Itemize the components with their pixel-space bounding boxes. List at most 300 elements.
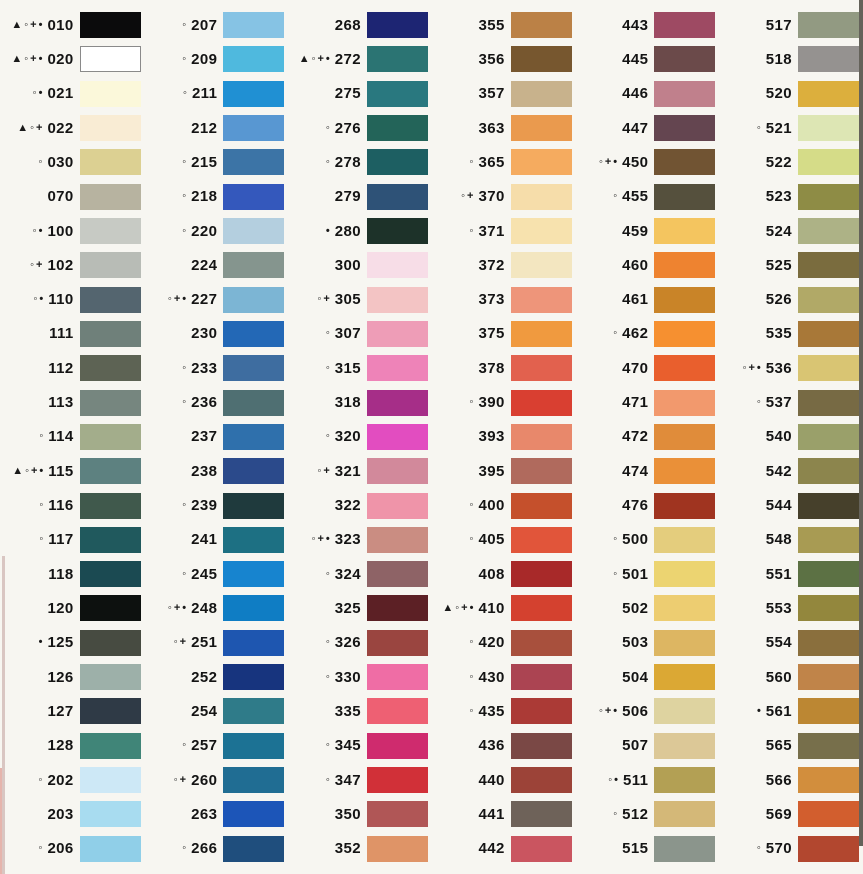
color-code: 525 [765,256,793,274]
usage-symbols: ◦ [756,396,763,409]
color-swatch [80,664,141,690]
color-swatch [367,527,428,553]
color-row [287,591,431,625]
color-swatch [654,390,715,416]
color-code: 535 [765,325,793,343]
color-code: 459 [622,222,649,240]
usage-symbols: ◦ [182,155,189,168]
color-swatch [654,561,715,587]
color-row [431,180,575,214]
color-code: 230 [191,325,218,343]
color-swatch [511,733,572,759]
color-code: 400 [478,497,505,515]
color-code: 500 [622,531,649,549]
color-code: 476 [622,497,649,515]
color-code: 322 [334,497,362,515]
color-row [144,488,288,522]
color-code: 237 [191,428,218,446]
color-swatch [80,836,141,862]
color-swatch [511,115,572,141]
color-swatch [798,424,859,450]
color-code: 355 [478,16,505,34]
color-code: 212 [191,119,218,137]
color-swatch [511,630,572,656]
color-code: 408 [478,565,505,583]
color-swatch [511,424,572,450]
color-swatch [654,355,715,381]
color-swatch [798,355,859,381]
color-swatch [654,527,715,553]
color-swatch [223,561,284,587]
color-code: 561 [765,702,793,720]
color-row [144,385,288,419]
color-code: 569 [765,805,793,823]
color-row [575,180,719,214]
usage-symbols: ◦ [39,533,46,546]
color-swatch [654,424,715,450]
color-swatch [798,733,859,759]
color-code: 307 [334,325,362,343]
color-swatch [223,184,284,210]
color-code: 470 [622,359,649,377]
color-code: 323 [334,531,362,549]
color-code: 435 [478,702,505,720]
color-code: 540 [765,428,793,446]
color-swatch [654,218,715,244]
color-row [575,145,719,179]
color-code: 517 [765,16,793,34]
color-row [575,729,719,763]
color-swatch [367,595,428,621]
color-code: 445 [622,50,649,68]
color-row [0,832,144,866]
usage-symbols: ◦+• [598,704,620,717]
color-row [287,283,431,317]
color-swatch [511,218,572,244]
color-code: 218 [191,188,218,206]
color-swatch [367,46,428,72]
color-swatch [80,733,141,759]
color-row [0,248,144,282]
color-row [718,77,862,111]
color-swatch [367,493,428,519]
color-swatch [80,767,141,793]
color-code: 116 [48,497,74,515]
chart-column-2 [144,8,288,866]
color-code: 357 [478,85,505,103]
color-row [287,145,431,179]
color-code: 501 [622,565,649,583]
color-swatch [654,81,715,107]
color-code: 420 [478,634,505,652]
color-code: 536 [765,359,793,377]
color-row [431,591,575,625]
color-code: 113 [48,394,74,412]
color-swatch [798,287,859,313]
color-row [287,180,431,214]
color-row [0,797,144,831]
color-row [718,454,862,488]
color-row [0,591,144,625]
usage-symbols: ◦ [613,533,620,546]
usage-symbols: ◦• [32,87,45,100]
usage-symbols: ◦ [469,670,476,683]
color-row [718,591,862,625]
color-swatch [654,321,715,347]
color-code: 263 [191,805,218,823]
color-swatch [511,149,572,175]
color-row [0,8,144,42]
page-edge-artifact-left-pink [0,768,2,874]
color-swatch [80,698,141,724]
color-code: 114 [48,428,74,446]
color-row [0,626,144,660]
color-row [144,832,288,866]
color-swatch [511,81,572,107]
usage-symbols: ◦• [608,773,620,786]
color-swatch [223,390,284,416]
color-row [718,694,862,728]
color-swatch [367,149,428,175]
color-swatch [798,698,859,724]
color-row [431,111,575,145]
usage-symbols: ◦ [325,121,332,134]
usage-symbols: ▲◦+• [11,52,45,65]
color-code: 566 [765,771,793,789]
color-code: 518 [765,50,793,68]
color-swatch [798,767,859,793]
color-swatch [80,493,141,519]
color-row [0,283,144,317]
color-row [431,626,575,660]
color-code: 436 [478,737,505,755]
color-row [575,77,719,111]
color-code: 315 [334,359,362,377]
color-code: 440 [478,771,505,789]
color-row [287,111,431,145]
color-row [287,488,431,522]
color-swatch [367,12,428,38]
color-code: 375 [478,325,505,343]
color-code: 275 [334,85,362,103]
color-code: 254 [191,702,218,720]
color-code: 125 [47,634,74,652]
color-swatch [654,767,715,793]
color-swatch [511,46,572,72]
color-row [431,42,575,76]
color-swatch [80,287,141,313]
color-row [287,317,431,351]
color-code: 321 [334,462,362,480]
usage-symbols: ◦ [325,155,332,168]
color-row [0,729,144,763]
color-row [0,420,144,454]
color-swatch [654,287,715,313]
usage-symbols: ◦ [325,567,332,580]
color-swatch [798,664,859,690]
usage-symbols: ◦ [38,155,45,168]
color-code: 502 [622,599,649,617]
color-row [287,385,431,419]
color-code: 553 [765,599,793,617]
color-code: 373 [478,291,505,309]
color-swatch [223,12,284,38]
color-code: 393 [478,428,505,446]
usage-symbols: ◦ [469,704,476,717]
usage-symbols: ◦ [469,224,476,237]
color-row [0,42,144,76]
color-code: 325 [334,599,362,617]
color-swatch [798,561,859,587]
usage-symbols: ◦+• [167,601,189,614]
color-code: 238 [191,462,218,480]
color-row [575,111,719,145]
color-row [144,214,288,248]
color-row [287,832,431,866]
color-row [575,8,719,42]
color-code: 370 [478,188,505,206]
color-code: 220 [191,222,218,240]
color-row [431,317,575,351]
usage-symbols: ◦ [182,739,189,752]
usage-symbols: ◦ [613,327,620,340]
color-swatch [223,252,284,278]
color-swatch [80,252,141,278]
color-code: 503 [622,634,649,652]
color-row [0,557,144,591]
color-swatch [798,81,859,107]
color-row [575,523,719,557]
color-code: 252 [191,668,218,686]
color-row [575,660,719,694]
color-swatch [367,664,428,690]
color-code: 239 [191,497,218,515]
color-row [0,214,144,248]
color-code: 507 [622,737,649,755]
color-code: 202 [47,771,74,789]
color-swatch [511,287,572,313]
color-code: 462 [622,325,649,343]
color-swatch [223,630,284,656]
color-swatch [654,12,715,38]
color-swatch [654,630,715,656]
color-code: 521 [765,119,793,137]
chart-column-4 [431,8,575,866]
usage-symbols: ◦ [182,224,189,237]
color-swatch [654,664,715,690]
color-code: 471 [622,394,649,412]
color-code: 100 [47,222,74,240]
color-code: 128 [47,737,74,755]
color-swatch [511,321,572,347]
color-row [431,145,575,179]
color-row [287,626,431,660]
color-row [144,523,288,557]
color-swatch [511,527,572,553]
color-code: 021 [47,85,74,103]
color-code: 326 [334,634,362,652]
color-code: 245 [191,565,218,583]
color-code: 320 [334,428,362,446]
color-code: 506 [622,702,649,720]
color-swatch [511,664,572,690]
color-swatch [223,46,284,72]
color-row [287,797,431,831]
color-swatch [80,424,141,450]
color-row [431,77,575,111]
color-row [575,454,719,488]
color-row [718,42,862,76]
color-swatch [367,561,428,587]
color-code: 020 [47,50,74,68]
usage-symbols: ◦ [613,190,620,203]
color-swatch [223,287,284,313]
color-row [575,385,719,419]
color-code: 560 [765,668,793,686]
color-code: 455 [622,188,649,206]
color-code: 318 [334,394,362,412]
color-swatch [223,493,284,519]
color-row [575,420,719,454]
color-code: 441 [478,805,505,823]
color-row [718,111,862,145]
usage-symbols: ◦+ [461,190,476,203]
color-row [718,8,862,42]
color-swatch [511,493,572,519]
color-code: 120 [47,599,74,617]
color-row [144,626,288,660]
usage-symbols: ◦ [38,842,45,855]
color-row [287,248,431,282]
color-row [0,523,144,557]
color-swatch [223,767,284,793]
color-code: 565 [765,737,793,755]
color-code: 112 [48,359,74,377]
color-code: 372 [478,256,505,274]
color-code: 305 [334,291,362,309]
color-code: 233 [191,359,218,377]
usage-symbols: ◦ [325,430,332,443]
color-swatch [367,355,428,381]
color-swatch [80,81,141,107]
color-row [718,763,862,797]
color-row [431,351,575,385]
color-swatch [654,733,715,759]
color-swatch [511,801,572,827]
usage-symbols: ◦ [469,636,476,649]
color-row [718,832,862,866]
usage-symbols: ◦ [613,807,620,820]
color-row [431,283,575,317]
color-swatch [223,321,284,347]
color-row [718,797,862,831]
color-swatch [80,595,141,621]
color-swatch [511,767,572,793]
chart-column-5 [575,8,719,866]
color-row [575,626,719,660]
color-row [144,111,288,145]
usage-symbols: ◦ [182,52,189,65]
color-swatch [367,733,428,759]
usage-symbols: ▲◦+• [298,52,332,65]
chart-column-3 [287,8,431,866]
color-row [431,763,575,797]
usage-symbols: ◦ [469,533,476,546]
color-swatch [80,115,141,141]
color-code: 345 [334,737,362,755]
color-swatch [80,801,141,827]
color-code: 127 [47,702,74,720]
usage-symbols: ◦+• [742,361,763,374]
color-swatch [798,12,859,38]
color-swatch [80,527,141,553]
color-row [718,488,862,522]
color-code: 248 [191,599,218,617]
color-code: 378 [478,359,505,377]
color-swatch [223,595,284,621]
color-code: 363 [478,119,505,137]
color-row [431,488,575,522]
color-code: 350 [334,805,362,823]
color-code: 278 [334,153,362,171]
color-row [431,420,575,454]
color-row [431,729,575,763]
color-swatch [80,630,141,656]
color-swatch [223,355,284,381]
color-code: 279 [334,188,362,206]
usage-symbols: ◦ [613,567,620,580]
color-row [0,111,144,145]
color-code: 268 [334,16,362,34]
color-row [144,660,288,694]
usage-symbols: ◦+• [311,533,332,546]
color-swatch [511,252,572,278]
color-row [0,351,144,385]
color-swatch [367,801,428,827]
color-swatch [80,149,141,175]
color-swatch [367,321,428,347]
color-swatch [798,184,859,210]
usage-symbols: ◦ [182,361,189,374]
usage-symbols: ◦+• [598,155,620,168]
color-row [718,214,862,248]
color-row [718,317,862,351]
color-swatch [80,390,141,416]
color-row [287,214,431,248]
color-code: 111 [49,325,74,343]
color-code: 215 [191,153,218,171]
color-row [287,77,431,111]
color-swatch [654,493,715,519]
color-row [0,763,144,797]
color-code: 347 [334,771,362,789]
color-row [144,729,288,763]
usage-symbols: ◦+ [173,773,189,786]
color-row [718,180,862,214]
color-swatch [654,252,715,278]
color-swatch [367,81,428,107]
color-swatch [367,184,428,210]
color-row [287,351,431,385]
color-swatch [798,115,859,141]
color-code: 330 [334,668,362,686]
color-swatch [511,561,572,587]
color-code: 395 [478,462,505,480]
color-row [575,557,719,591]
color-code: 224 [191,256,218,274]
color-row [144,454,288,488]
color-row [575,797,719,831]
